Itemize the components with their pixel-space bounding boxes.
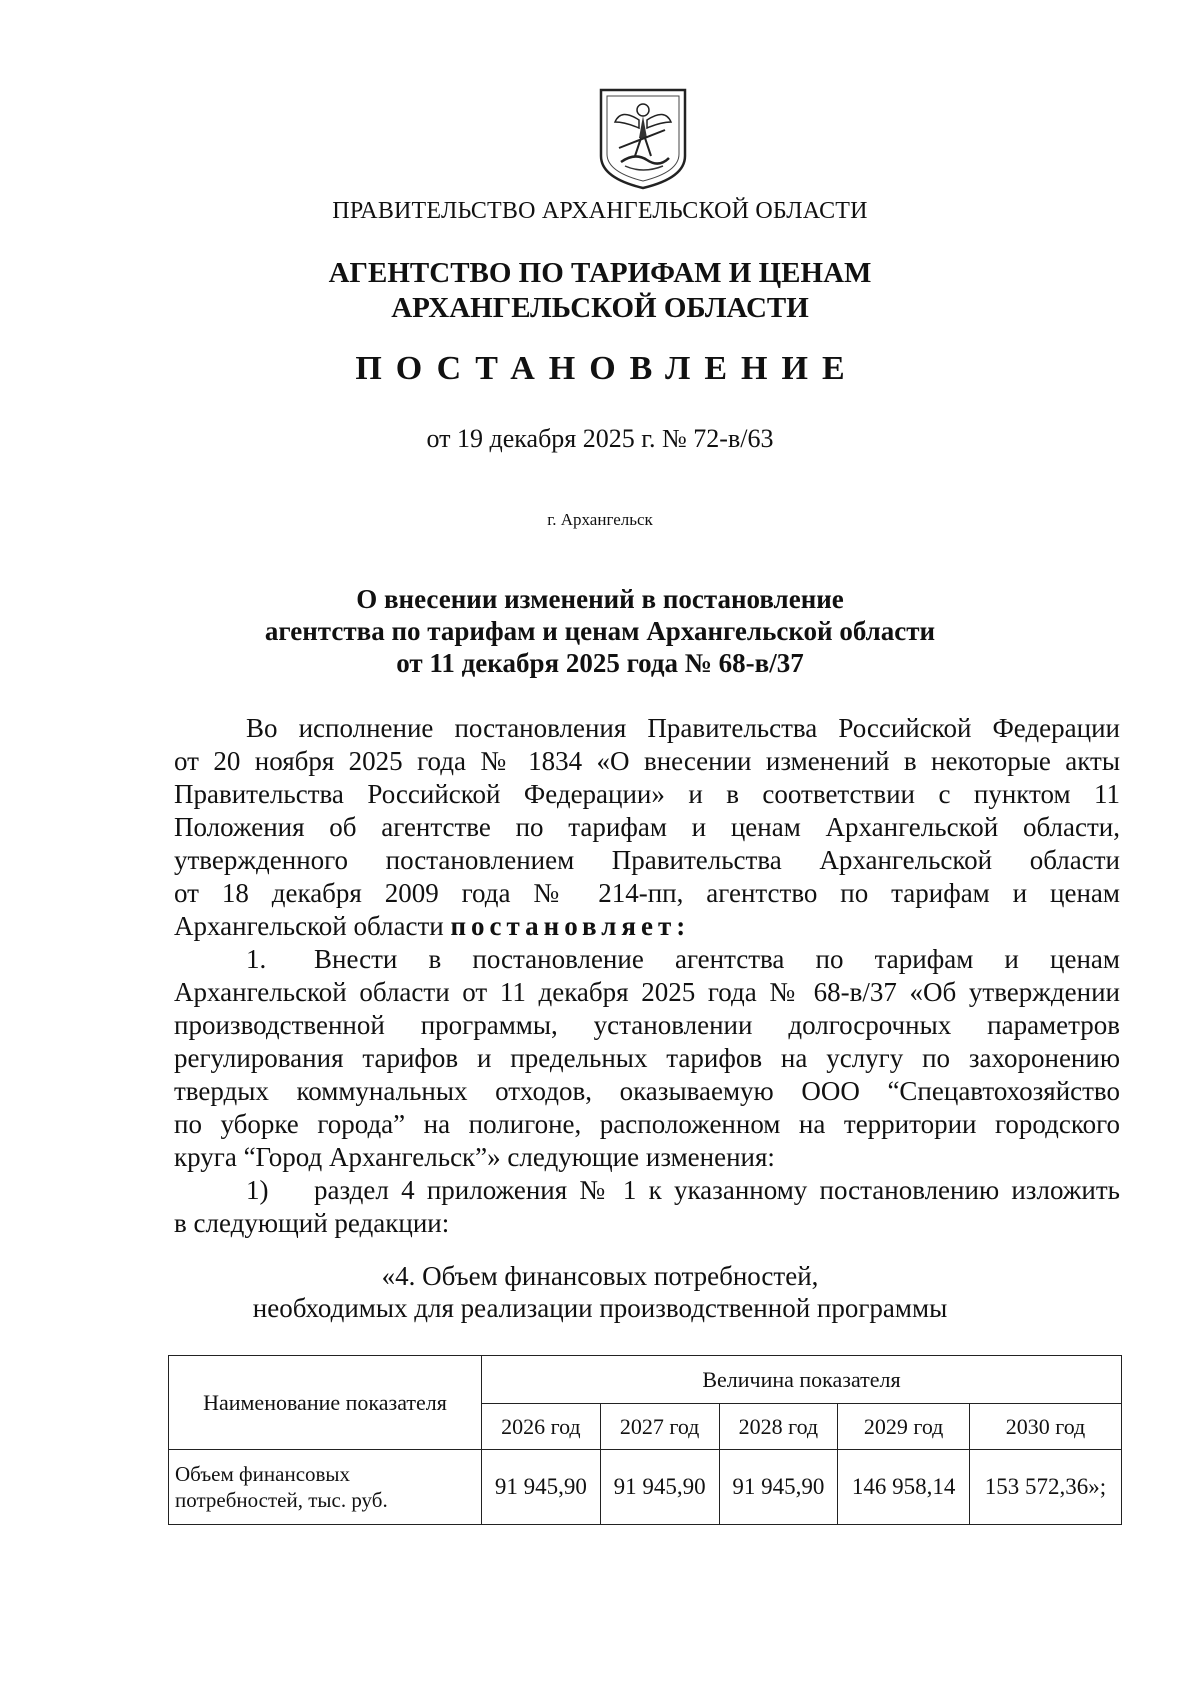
row-name-line-2: потребностей, тыс. руб. xyxy=(175,1488,388,1512)
preamble-line: Во исполнение постановления Правительства Российской Федерации xyxy=(246,713,1120,743)
subitem-1-number: 1) xyxy=(246,1175,269,1205)
coat-of-arms-icon xyxy=(595,86,691,190)
item-1-last-line: круга “Город Архангельск”» следующие изменения: xyxy=(174,1142,775,1172)
year-header: 2030 год xyxy=(970,1404,1122,1450)
subject-line-3: от 11 декабря 2025 года № 68-в/37 xyxy=(396,648,804,678)
value-cell: 91 945,90 xyxy=(482,1450,601,1525)
row-name-line-1: Объем финансовых xyxy=(175,1462,351,1486)
value-cell: 91 945,90 xyxy=(719,1450,838,1525)
preamble-last-prefix: Архангельской области xyxy=(174,911,451,941)
subject-line-1: О внесении изменений в постановление xyxy=(356,584,844,614)
item-1-first-line xyxy=(174,943,1120,976)
year-header: 2026 год xyxy=(482,1404,601,1450)
item-1-text-line: Внести в постановление агентства по тарифам и ценам xyxy=(314,944,1120,974)
item-1-line: Архангельской области от 11 декабря 2025 года № 68-в/37 «Об утверждении xyxy=(174,977,1120,1007)
document-type-title: ПОСТАНОВЛЕНИЕ xyxy=(355,350,859,387)
year-header: 2027 год xyxy=(600,1404,719,1450)
year-header: 2028 год xyxy=(719,1404,838,1450)
preamble-last-line xyxy=(174,910,1120,943)
document-city: г. Архангельск xyxy=(547,510,653,529)
subitem-1-first-line xyxy=(174,1174,1120,1207)
government-name: ПРАВИТЕЛЬСТВО АРХАНГЕЛЬСКОЙ ОБЛАСТИ xyxy=(332,198,868,224)
agency-name-line-2: АРХАНГЕЛЬСКОЙ ОБЛАСТИ xyxy=(391,292,809,324)
financial-needs-table xyxy=(168,1355,1122,1525)
year-header: 2029 год xyxy=(838,1404,970,1450)
subject-line-2: агентства по тарифам и ценам Архангельской области xyxy=(264,616,936,646)
section-title-line-2: необходимых для реализации производственной программы xyxy=(252,1293,948,1323)
resolves-word: постановляет: xyxy=(450,911,691,941)
agency-name-line-1: АГЕНТСТВО ПО ТАРИФАМ И ЦЕНАМ xyxy=(328,257,872,289)
preamble-line: Положения об агентстве по тарифам и ценам Архангельской области, xyxy=(174,812,1120,842)
preamble-line: от 18 декабря 2009 года № 214-пп, агентство по тарифам и ценам xyxy=(174,878,1120,908)
preamble-line: от 20 ноября 2025 года № 1834 «О внесении изменений в некоторые акты xyxy=(174,746,1120,776)
item-1-line: твердых коммунальных отходов, оказываемую ООО “Спецавтохозяйство xyxy=(174,1076,1120,1106)
preamble-line: утвержденного постановлением Правительства Архангельской области xyxy=(174,845,1120,875)
indicator-name-header: Наименование показателя xyxy=(169,1356,482,1450)
item-1-number: 1. xyxy=(246,944,267,974)
section-title-line-1: «4. Объем финансовых потребностей, xyxy=(381,1261,819,1291)
table-header-row xyxy=(169,1356,1122,1404)
table-row xyxy=(169,1450,1122,1525)
subitem-1-second-line: в следующий редакции: xyxy=(174,1208,450,1238)
row-indicator-name xyxy=(169,1450,482,1525)
agency-name xyxy=(0,256,1200,326)
section-4-title xyxy=(0,1260,1200,1324)
value-cell: 146 958,14 xyxy=(838,1450,970,1525)
subitem-1-text: раздел 4 приложения № 1 к указанному постановлению изложить xyxy=(314,1175,1120,1205)
document-subject xyxy=(0,583,1200,679)
document-date-number: от 19 декабря 2025 г. № 72-в/63 xyxy=(426,424,774,453)
value-cell: 91 945,90 xyxy=(600,1450,719,1525)
value-cell: 153 572,36»; xyxy=(970,1450,1122,1525)
indicator-value-header: Величина показателя xyxy=(482,1356,1122,1404)
item-1-line: производственной программы, установлении долгосрочных параметров xyxy=(174,1010,1120,1040)
item-1-line: регулирования тарифов и предельных тарифов на услугу по захоронению xyxy=(174,1043,1120,1073)
preamble-line: Правительства Российской Федерации» и в соответствии с пунктом 11 xyxy=(174,779,1120,809)
item-1-line: по уборке города” на полигоне, расположенном на территории городского xyxy=(174,1109,1120,1139)
preamble-paragraph xyxy=(174,712,1120,1240)
